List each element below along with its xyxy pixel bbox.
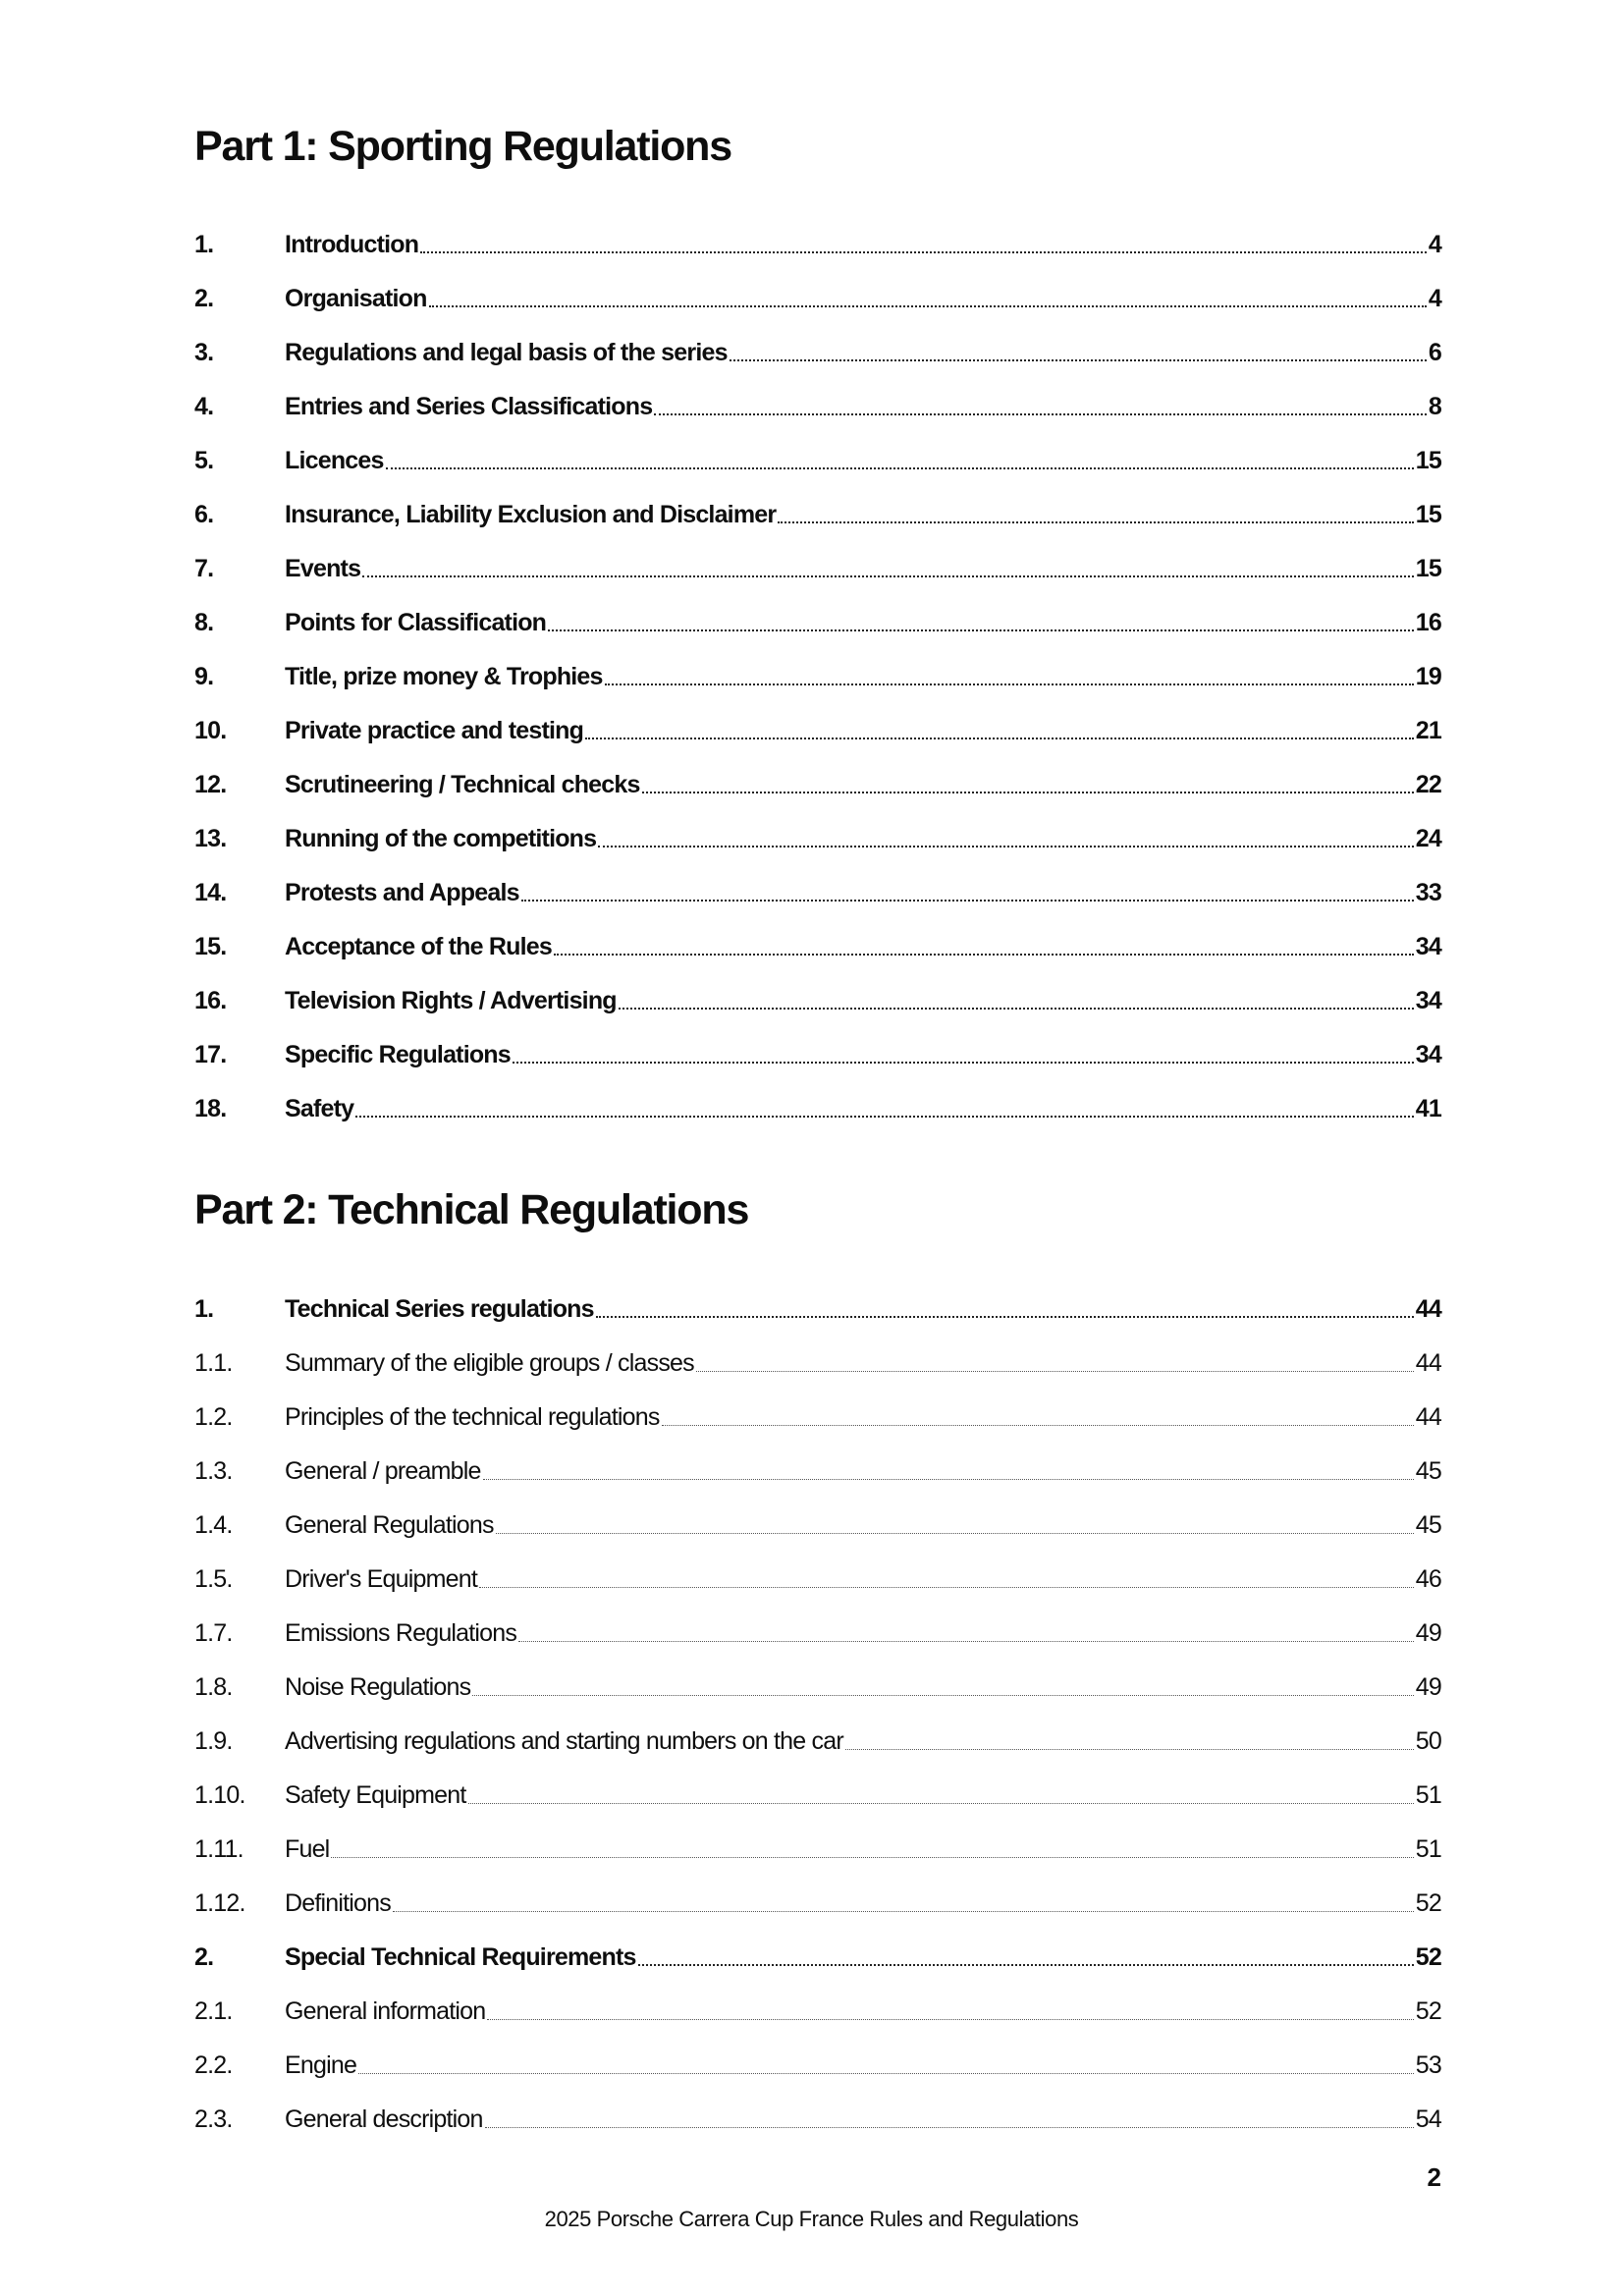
toc-entry[interactable] — [194, 2093, 1441, 2147]
dot-leader — [585, 738, 1414, 739]
toc-entry-number: 9. — [194, 663, 214, 690]
toc-entry-title: Summary of the eligible groups / classes — [285, 1349, 694, 1377]
toc-entry-number: 2.2. — [194, 2051, 233, 2079]
dot-leader — [521, 900, 1414, 902]
toc-entry-title: Definitions — [285, 1889, 391, 1917]
toc-entry-page: 50 — [1415, 1727, 1441, 1755]
toc-entry-title: Principles of the technical regulations — [285, 1403, 660, 1431]
toc-entry-title: Emissions Regulations — [285, 1619, 517, 1647]
toc-entry-number: 14. — [194, 879, 227, 906]
toc-entry-page: 51 — [1415, 1835, 1441, 1863]
toc-entry[interactable] — [194, 434, 1441, 488]
toc-entry[interactable] — [194, 1499, 1441, 1553]
toc-entry-number: 6. — [194, 501, 214, 528]
toc-entry-number: 1.4. — [194, 1511, 233, 1539]
toc-entry-title: Entries and Series Classifications — [285, 393, 653, 420]
toc-entry[interactable] — [194, 1445, 1441, 1499]
toc-entry-title: Organisation — [285, 285, 427, 312]
toc-entry-title: Specific Regulations — [285, 1041, 511, 1068]
toc-entry-number: 1.3. — [194, 1457, 233, 1485]
dot-leader — [468, 1803, 1414, 1804]
dot-leader — [638, 1964, 1414, 1966]
toc-entry-number: 1.5. — [194, 1565, 233, 1593]
toc-entry[interactable] — [194, 1028, 1441, 1082]
toc-entry[interactable] — [194, 1391, 1441, 1445]
toc-entry-number: 7. — [194, 555, 214, 582]
toc-entry-title: Protests and Appeals — [285, 879, 519, 906]
dot-leader — [845, 1749, 1414, 1750]
toc-entry[interactable] — [194, 1985, 1441, 2039]
toc-entry-page: 15 — [1415, 501, 1441, 528]
toc-entry-number: 3. — [194, 339, 214, 366]
dot-leader — [429, 305, 1427, 307]
toc-entry[interactable] — [194, 650, 1441, 704]
toc-entry-number: 4. — [194, 393, 214, 420]
toc-entry[interactable] — [194, 866, 1441, 920]
toc-entry-title: Television Rights / Advertising — [285, 987, 617, 1014]
toc-entry-number: 16. — [194, 987, 227, 1014]
toc-entry-page: 34 — [1415, 933, 1441, 960]
toc-entry-page: 52 — [1415, 1997, 1441, 2025]
toc-entry[interactable] — [194, 1823, 1441, 1877]
dot-leader — [596, 1316, 1414, 1318]
dot-leader — [472, 1695, 1413, 1696]
toc-entry[interactable] — [194, 1877, 1441, 1931]
toc-entry-number: 1.1. — [194, 1349, 233, 1377]
dot-leader — [358, 2073, 1414, 2074]
toc-entry[interactable] — [194, 326, 1441, 380]
toc-entry[interactable] — [194, 1607, 1441, 1661]
toc-entry-title: Events — [285, 555, 361, 582]
toc-entry-title: Points for Classification — [285, 609, 547, 636]
toc-entry[interactable] — [194, 758, 1441, 812]
toc-entry-number: 1.12. — [194, 1889, 245, 1917]
toc-entry[interactable] — [194, 1337, 1441, 1391]
toc-entry[interactable] — [194, 218, 1441, 272]
toc-entry-number: 1.11. — [194, 1835, 243, 1863]
dot-leader — [496, 1533, 1414, 1534]
dot-leader — [554, 954, 1414, 956]
toc-entry-number: 1.2. — [194, 1403, 233, 1431]
toc-entry-page: 51 — [1415, 1781, 1441, 1809]
dot-leader — [696, 1371, 1414, 1372]
part1-heading: Part 1: Sporting Regulations — [194, 123, 731, 170]
toc-entry-page: 45 — [1415, 1457, 1441, 1485]
toc-entry-title: General information — [285, 1997, 486, 2025]
toc-entry[interactable] — [194, 974, 1441, 1028]
toc-entry-page: 41 — [1415, 1095, 1441, 1122]
toc-entry-page: 6 — [1428, 339, 1441, 366]
toc-entry[interactable] — [194, 596, 1441, 650]
toc-entry-page: 4 — [1428, 285, 1441, 312]
toc-entry-title: General Regulations — [285, 1511, 494, 1539]
toc-entry-page: 24 — [1415, 825, 1441, 852]
dot-leader — [513, 1062, 1414, 1064]
footer-text: 2025 Porsche Carrera Cup France Rules and Regulations — [544, 2207, 1079, 2231]
toc-entry-page: 16 — [1415, 609, 1441, 636]
toc-entry-title: Advertising regulations and starting numbers on the car — [285, 1727, 843, 1755]
toc-entry-title: Fuel — [285, 1835, 330, 1863]
toc-entry[interactable] — [194, 542, 1441, 596]
toc-entry-number: 2. — [194, 1943, 214, 1971]
dot-leader — [654, 413, 1427, 415]
toc-entry-page: 4 — [1428, 231, 1441, 258]
dot-leader — [485, 2127, 1414, 2128]
dot-leader — [548, 629, 1414, 631]
toc-entry-page: 21 — [1415, 717, 1441, 744]
toc-entry-number: 18. — [194, 1095, 227, 1122]
toc-entry-title: Introduction — [285, 231, 419, 258]
toc-entry[interactable] — [194, 1553, 1441, 1607]
toc-entry-title: Licences — [285, 447, 384, 474]
part2-heading: Part 2: Technical Regulations — [194, 1186, 749, 1233]
toc-entry-page: 33 — [1415, 879, 1441, 906]
toc-entry-number: 2.3. — [194, 2105, 233, 2133]
part2-toc-list — [194, 1283, 1441, 2147]
toc-entry-title: Safety — [285, 1095, 354, 1122]
dot-leader — [598, 846, 1414, 847]
toc-entry-title: Technical Series regulations — [285, 1295, 594, 1323]
toc-entry-title: Special Technical Requirements — [285, 1943, 636, 1971]
toc-entry-page: 34 — [1415, 1041, 1441, 1068]
toc-entry-page: 53 — [1415, 2051, 1441, 2079]
toc-entry[interactable] — [194, 1715, 1441, 1769]
toc-entry-title: Noise Regulations — [285, 1673, 471, 1701]
dot-leader — [662, 1425, 1414, 1426]
toc-entry[interactable] — [194, 704, 1441, 758]
dot-leader — [331, 1857, 1413, 1858]
toc-entry-page: 44 — [1415, 1403, 1441, 1431]
toc-entry-title: Title, prize money & Trophies — [285, 663, 603, 690]
toc-entry-title: Acceptance of the Rules — [285, 933, 552, 960]
toc-entry-title: Scrutineering / Technical checks — [285, 771, 640, 798]
dot-leader — [605, 683, 1414, 685]
toc-entry-number: 2. — [194, 285, 214, 312]
dot-leader — [778, 521, 1413, 523]
toc-entry-page: 15 — [1415, 555, 1441, 582]
toc-entry-title: Private practice and testing — [285, 717, 584, 744]
toc-entry-page: 22 — [1415, 771, 1441, 798]
toc-entry-number: 10. — [194, 717, 227, 744]
toc-entry-title: General / preamble — [285, 1457, 481, 1485]
dot-leader — [619, 1008, 1414, 1010]
dot-leader — [386, 467, 1414, 469]
toc-entry-number: 17. — [194, 1041, 227, 1068]
toc-entry-page: 52 — [1415, 1943, 1441, 1971]
dot-leader — [487, 2019, 1413, 2020]
toc-entry[interactable] — [194, 2039, 1441, 2093]
toc-entry-title: Engine — [285, 2051, 357, 2079]
toc-entry-page: 52 — [1415, 1889, 1441, 1917]
toc-entry[interactable] — [194, 1931, 1441, 1985]
toc-entry-number: 15. — [194, 933, 227, 960]
dot-leader — [393, 1911, 1414, 1912]
toc-entry-page: 45 — [1415, 1511, 1441, 1539]
toc-entry[interactable] — [194, 920, 1441, 974]
toc-entry[interactable] — [194, 272, 1441, 326]
toc-entry-number: 1. — [194, 1295, 214, 1323]
toc-entry-number: 12. — [194, 771, 227, 798]
dot-leader — [518, 1641, 1414, 1642]
toc-entry-number: 1.7. — [194, 1619, 233, 1647]
toc-entry-title: Running of the competitions — [285, 825, 597, 852]
toc-entry-page: 34 — [1415, 987, 1441, 1014]
toc-entry-page: 49 — [1415, 1673, 1441, 1701]
toc-entry-title: Insurance, Liability Exclusion and Disclaimer — [285, 501, 777, 528]
toc-entry-page: 46 — [1415, 1565, 1441, 1593]
toc-entry-number: 8. — [194, 609, 214, 636]
toc-entry-title: Driver's Equipment — [285, 1565, 478, 1593]
toc-entry-number: 1.10. — [194, 1781, 245, 1809]
toc-entry-number: 13. — [194, 825, 227, 852]
toc-entry-number: 5. — [194, 447, 214, 474]
dot-leader — [420, 251, 1427, 253]
dot-leader — [483, 1479, 1414, 1480]
toc-entry[interactable] — [194, 1283, 1441, 1337]
toc-entry[interactable] — [194, 812, 1441, 866]
toc-entry-page: 19 — [1415, 663, 1441, 690]
toc-entry[interactable] — [194, 1661, 1441, 1715]
part1-toc-list — [194, 218, 1441, 1136]
toc-entry-number: 2.1. — [194, 1997, 233, 2025]
toc-entry-page: 15 — [1415, 447, 1441, 474]
toc-entry-page: 44 — [1415, 1295, 1441, 1323]
toc-entry-page: 44 — [1415, 1349, 1441, 1377]
toc-entry[interactable] — [194, 488, 1441, 542]
dot-leader — [362, 575, 1414, 577]
toc-entry[interactable] — [194, 1082, 1441, 1136]
toc-entry-title: Safety Equipment — [285, 1781, 466, 1809]
dot-leader — [479, 1587, 1414, 1588]
dot-leader — [355, 1116, 1414, 1118]
toc-entry-page: 8 — [1428, 393, 1441, 420]
dot-leader — [642, 792, 1414, 793]
toc-entry-number: 1. — [194, 231, 214, 258]
toc-entry[interactable] — [194, 380, 1441, 434]
toc-entry[interactable] — [194, 1769, 1441, 1823]
dot-leader — [730, 359, 1427, 361]
toc-entry-page: 49 — [1415, 1619, 1441, 1647]
toc-entry-title: General description — [285, 2105, 483, 2133]
toc-entry-page: 54 — [1415, 2105, 1441, 2133]
toc-entry-number: 1.9. — [194, 1727, 233, 1755]
toc-entry-number: 1.8. — [194, 1673, 233, 1701]
page-number: 2 — [1427, 2162, 1441, 2192]
toc-entry-title: Regulations and legal basis of the series — [285, 339, 728, 366]
